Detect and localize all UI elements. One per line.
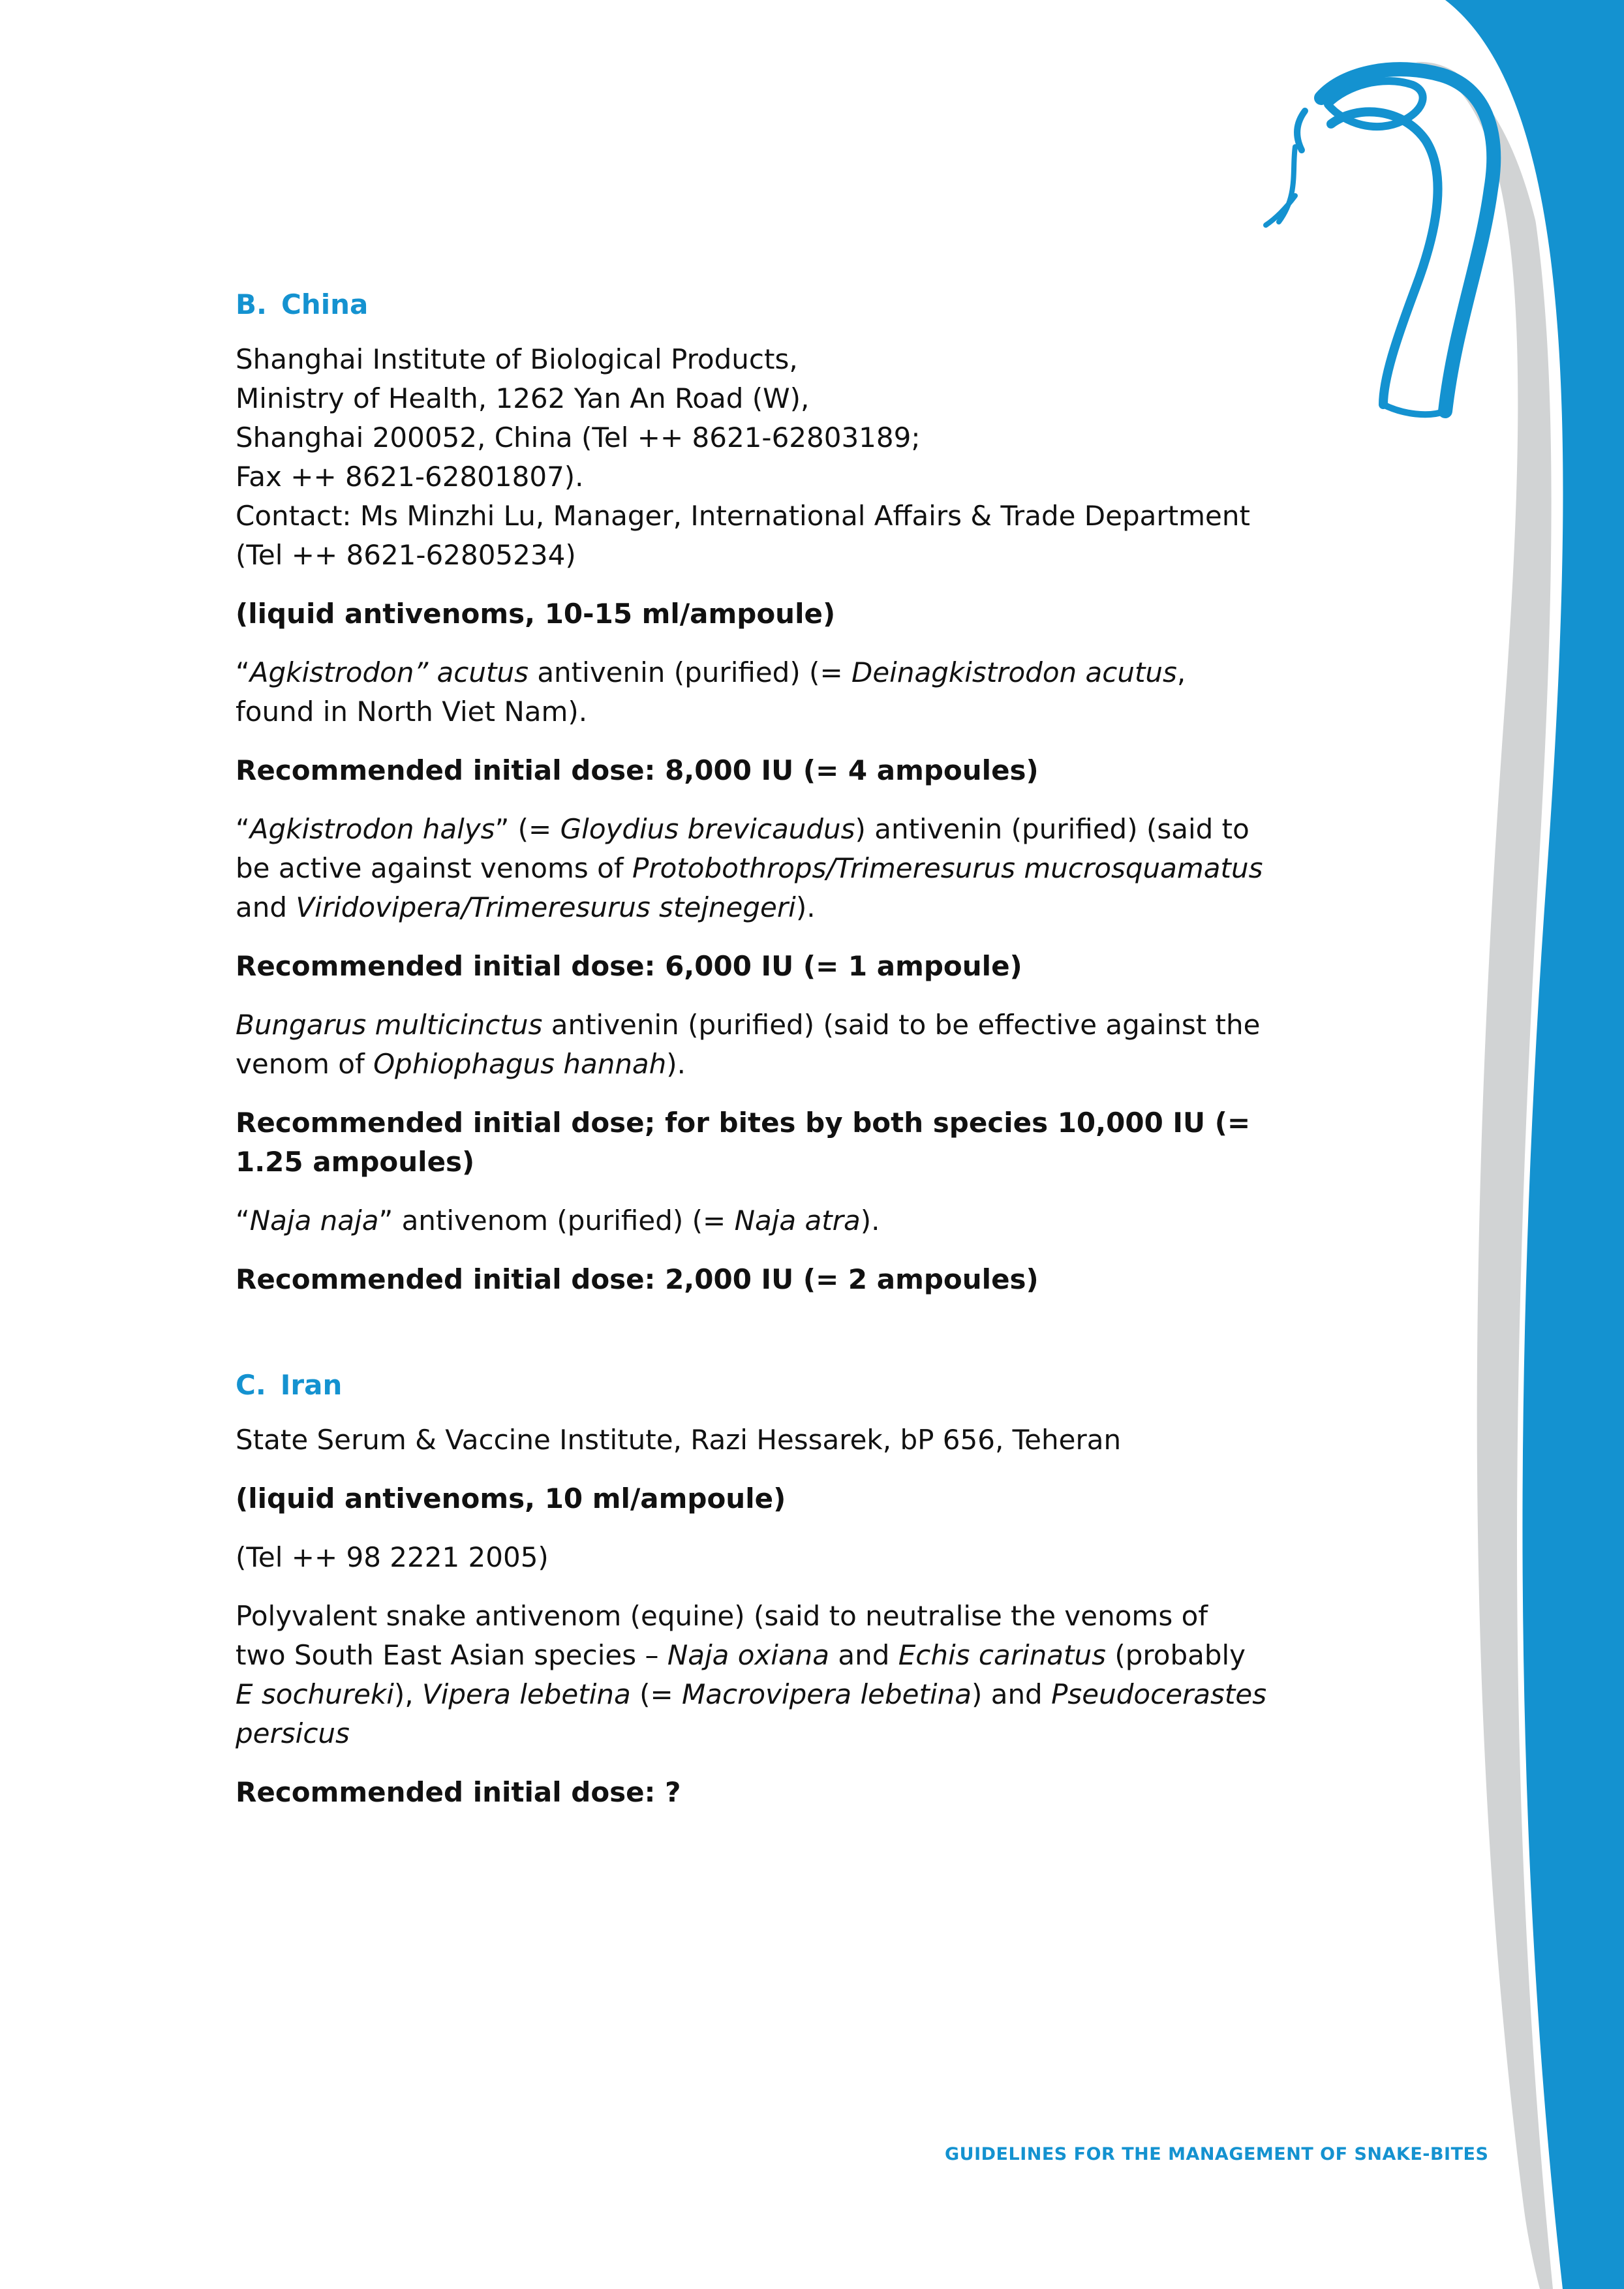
- dose-line: Recommended initial dose: 8,000 IU (= 4 ampoules): [236, 754, 1039, 786]
- text-run: ) and: [971, 1678, 1052, 1710]
- product-line: [236, 1006, 1293, 1045]
- species-name: Ophiophagus hannah: [373, 1048, 667, 1080]
- address-line: Shanghai Institute of Biological Products,: [236, 343, 798, 375]
- running-footer-title: GUIDELINES FOR THE MANAGEMENT OF SNAKE-BITES: [945, 2144, 1489, 2164]
- recommended-dose: Recommended initial dose: ?: [236, 1776, 681, 1808]
- product-line: [236, 1675, 1293, 1714]
- dose-line: Recommended initial dose; for bites by both species 10,000 IU (=: [236, 1107, 1251, 1139]
- text-run: ).: [860, 1205, 880, 1237]
- text-run: ).: [666, 1048, 686, 1080]
- antivenom-product: [236, 1201, 1293, 1240]
- text-run: and: [829, 1639, 898, 1671]
- address-line: Contact: Ms Minzhi Lu, Manager, International Affairs & Trade Department: [236, 500, 1250, 532]
- species-name: Gloydius brevicaudus: [560, 813, 855, 845]
- dose-line: 1.25 ampoules): [236, 1146, 475, 1178]
- text-run: venom of: [236, 1048, 374, 1080]
- text-run: ” antivenom (purified) (=: [378, 1205, 735, 1237]
- species-name: Bungarus multicinctus: [236, 1009, 543, 1041]
- text-run: two South East Asian species –: [236, 1639, 667, 1671]
- text-run: ” (=: [495, 813, 560, 845]
- species-name: Viridovipera/Trimeresurus stejnegeri: [296, 891, 796, 923]
- formulation-note: (liquid antivenoms, 10 ml/ampoule): [236, 1482, 786, 1514]
- manufacturer-address: State Serum & Vaccine Institute, Razi Hessarek, bP 656, Teheran: [236, 1424, 1122, 1456]
- section-title: China: [281, 288, 369, 320]
- address-line: (Tel ++ 8621-62805234): [236, 539, 576, 571]
- antivenom-product: [236, 653, 1293, 731]
- text-run: “: [236, 1205, 250, 1237]
- text-run: ),: [393, 1678, 422, 1710]
- species-name: E sochureki: [236, 1678, 394, 1710]
- dose-line: Recommended initial dose: 6,000 IU (= 1 ampoule): [236, 950, 1022, 982]
- page-content: [236, 285, 1293, 1832]
- species-name: Macrovipera lebetina: [682, 1678, 972, 1710]
- product-line: [236, 1636, 1293, 1675]
- recommended-dose: [236, 947, 1293, 986]
- section-heading-iran: [236, 1366, 1293, 1405]
- text-run: ).: [795, 891, 816, 923]
- species-name: Pseudocerastes: [1051, 1678, 1267, 1710]
- section-letter: C.: [236, 1369, 266, 1401]
- antivenom-product: [236, 1597, 1293, 1753]
- text-run: ,: [1176, 656, 1186, 688]
- text-run: antivenin (purified) (=: [528, 656, 851, 688]
- product-line: [236, 888, 1293, 927]
- species-name: Agkistrodon halys: [249, 813, 495, 845]
- species-name: Agkistrodon” acutus: [249, 656, 529, 688]
- text-run: found in North Viet Nam).: [236, 696, 588, 728]
- section-spacer: [236, 1319, 1293, 1366]
- product-line: [236, 810, 1293, 849]
- antivenom-product: [236, 1006, 1293, 1084]
- text-run: ) antivenin (purified) (said to: [855, 813, 1249, 845]
- species-name: Naja naja: [249, 1205, 379, 1237]
- section-title: Iran: [280, 1369, 343, 1401]
- cobra-head-icon: [1266, 69, 1494, 414]
- text-run: “: [236, 656, 250, 688]
- text-run: and: [236, 891, 296, 923]
- recommended-dose: [236, 751, 1293, 790]
- section-heading-china: [236, 285, 1293, 324]
- antivenom-product: [236, 810, 1293, 927]
- manufacturer-address: [236, 340, 1293, 575]
- text-run: Polyvalent snake antivenom (equine) (said to neutralise the venoms of: [236, 1600, 1208, 1632]
- telephone-number: (Tel ++ 98 2221 2005): [236, 1541, 549, 1573]
- product-line: [236, 1045, 1293, 1084]
- address-line: Fax ++ 8621-62801807).: [236, 461, 584, 493]
- text-run: (probably: [1106, 1639, 1246, 1671]
- species-name: Naja atra: [734, 1205, 861, 1237]
- species-name: Echis carinatus: [898, 1639, 1107, 1671]
- product-line: [236, 849, 1293, 888]
- recommended-dose: [236, 1103, 1293, 1182]
- section-letter: B.: [236, 288, 267, 320]
- formulation-note: (liquid antivenoms, 10-15 ml/ampoule): [236, 598, 836, 630]
- dose-line: Recommended initial dose: 2,000 IU (= 2 ampoules): [236, 1263, 1039, 1295]
- product-line: [236, 1714, 1293, 1753]
- text-run: (=: [630, 1678, 682, 1710]
- species-name: Naja oxiana: [667, 1639, 830, 1671]
- address-line: Ministry of Health, 1262 Yan An Road (W),: [236, 382, 810, 414]
- species-name: Protobothrops/Trimeresurus mucrosquamatus: [632, 852, 1263, 884]
- product-line: [236, 653, 1293, 692]
- product-line: [236, 692, 1293, 731]
- species-name: Deinagkistrodon acutus: [851, 656, 1177, 688]
- product-line: [236, 1201, 1293, 1240]
- recommended-dose: [236, 1260, 1293, 1299]
- text-run: be active against venoms of: [236, 852, 632, 884]
- species-name: persicus: [236, 1717, 350, 1749]
- species-name: Vipera lebetina: [422, 1678, 631, 1710]
- product-line: [236, 1597, 1293, 1636]
- address-line: Shanghai 200052, China (Tel ++ 8621-62803189;: [236, 422, 921, 453]
- text-run: antivenin (purified) (said to be effective against the: [542, 1009, 1261, 1041]
- text-run: “: [236, 813, 250, 845]
